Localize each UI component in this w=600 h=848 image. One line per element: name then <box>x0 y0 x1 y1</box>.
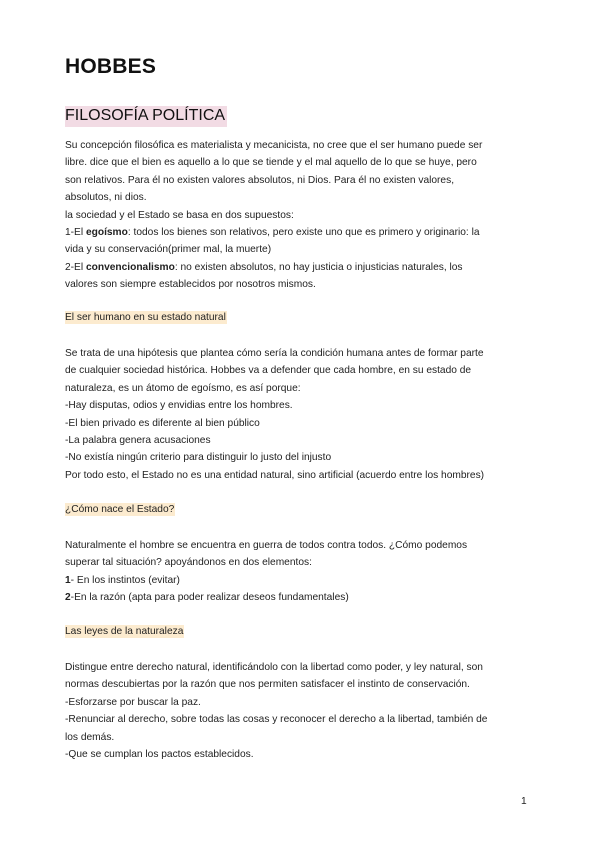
text-line: Naturalmente el hombre se encuentra en guerra de todos contra todos. ¿Cómo podemos <box>65 540 468 551</box>
text-line: libre. dice que el bien es aquello a lo que se tiende y el mal aquello de lo que se huye, pero <box>65 157 477 169</box>
text-line: superar tal situación? apoyándonos en dos elementos: <box>65 557 312 569</box>
estado-natural-paragraph <box>65 345 535 484</box>
bold-term: egoísmo <box>85 226 128 238</box>
supuesto-item-2: 2-El convencionalismo: no existen absolutos, no hay justicia o injusticias naturales, los <box>65 261 463 273</box>
text-line: vida y su conservación(primer mal, la muerte) <box>65 244 272 256</box>
subheading-nace-estado: ¿Cómo nace el Estado? <box>65 504 175 515</box>
text-line: naturaleza, es un átomo de egoísmo, es así porque: <box>65 382 301 394</box>
page-number: 1 <box>521 796 527 807</box>
intro-paragraph <box>65 137 535 294</box>
text-line: los demás. <box>65 731 115 743</box>
text-line: -Hay disputas, odios y envidias entre los hombres. <box>65 400 293 412</box>
text-line: -Que se cumplan los pactos establecidos. <box>65 748 254 760</box>
text-line: valores son siempre establecidos por nosotros mismos. <box>65 279 316 291</box>
leyes-paragraph <box>65 659 535 763</box>
text-line: Distingue entre derecho natural, identificándolo con la libertad como poder, y ley natural, son <box>65 662 483 673</box>
nace-estado-paragraph <box>65 537 535 607</box>
text-line: -No existía ningún criterio para distinguir lo justo del injusto <box>65 452 332 464</box>
supuesto-item-1: 1-El egoísmo: todos los bienes son relativos, pero existe uno que es primero y originario: la <box>65 226 480 238</box>
subheading-leyes: Las leyes de la naturaleza <box>65 626 184 637</box>
text-line: -Esforzarse por buscar la paz. <box>65 696 201 708</box>
text-line: Se trata de una hipótesis que plantea cómo sería la condición humana antes de formar parte <box>65 348 484 359</box>
subheading-estado-natural: El ser humano en su estado natural <box>65 312 226 323</box>
list-item: 2-En la razón (apta para poder realizar deseos fundamentales) <box>65 592 349 604</box>
text-line: -La palabra genera acusaciones <box>65 434 211 446</box>
text-line: Su concepción filosófica es materialista y mecanicista, no cree que el ser humano puede ser <box>65 140 483 151</box>
text-line: -El bien privado es diferente al bien público <box>65 417 260 429</box>
text-line: de cualquier sociedad histórica. Hobbes va a defender que cada hombre, en su estado de <box>65 365 472 377</box>
section-title: FILOSOFÍA POLÍTICA <box>65 106 227 127</box>
page-title: HOBBES <box>65 55 157 78</box>
text-line: -Renunciar al derecho, sobre todas las cosas y reconocer el derecho a la libertad, también de <box>65 714 488 726</box>
bold-term: convencionalismo <box>85 261 175 273</box>
text-line: absolutos, ni dios. <box>65 192 147 204</box>
text-line: Por todo esto, el Estado no es una entidad natural, sino artificial (acuerdo entre los hombres) <box>65 469 485 481</box>
text-line: son relativos. Para él no existen valores absolutos, ni Dios. Para él no existen valores, <box>65 174 455 186</box>
text-line: la sociedad y el Estado se basa en dos supuestos: <box>65 209 294 221</box>
text-line: normas descubiertas por la razón que nos permiten satisfacer el instinto de conservación. <box>65 679 470 691</box>
list-item: 1- En los instintos (evitar) <box>65 574 180 586</box>
